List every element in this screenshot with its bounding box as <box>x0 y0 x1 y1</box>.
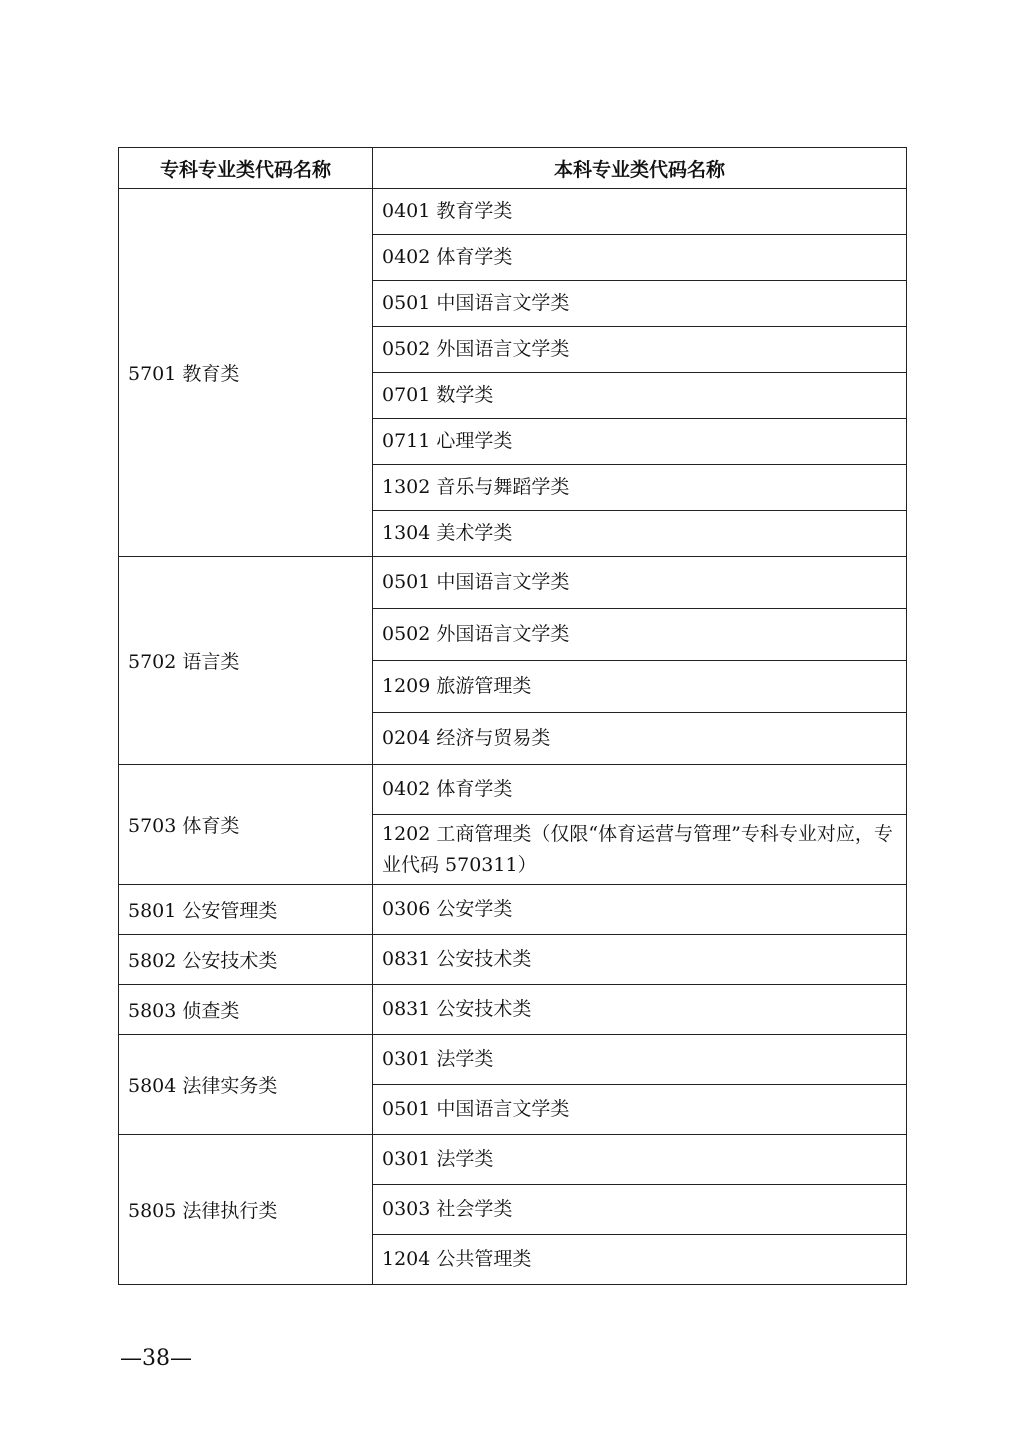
associate-category-cell: 5702 语言类 <box>119 557 373 765</box>
bachelor-major-cell: 0303 社会学类 <box>373 1185 907 1235</box>
associate-category-cell: 5805 法律执行类 <box>119 1135 373 1285</box>
bachelor-major-cell: 1302 音乐与舞蹈学类 <box>373 465 907 511</box>
table-row <box>119 557 907 609</box>
bachelor-major-cell: 0402 体育学类 <box>373 235 907 281</box>
associate-category-cell: 5802 公安技术类 <box>119 935 373 985</box>
bachelor-major-cell: 0501 中国语言文学类 <box>373 281 907 327</box>
table-row <box>119 885 907 935</box>
bachelor-major-cell: 0306 公安学类 <box>373 885 907 935</box>
page-number: —38— <box>120 1346 192 1371</box>
table-row <box>119 985 907 1035</box>
associate-category-cell: 5803 侦查类 <box>119 985 373 1035</box>
major-mapping-table <box>118 147 907 1285</box>
table-row <box>119 935 907 985</box>
bachelor-major-cell: 0502 外国语言文学类 <box>373 609 907 661</box>
bachelor-major-cell: 0502 外国语言文学类 <box>373 327 907 373</box>
bachelor-major-cell: 0701 数学类 <box>373 373 907 419</box>
bachelor-major-cell: 0831 公安技术类 <box>373 985 907 1035</box>
table-row <box>119 1135 907 1185</box>
table-row <box>119 1035 907 1085</box>
bachelor-major-cell: 0831 公安技术类 <box>373 935 907 985</box>
bachelor-major-cell: 0204 经济与贸易类 <box>373 713 907 765</box>
table-header-row <box>119 148 907 189</box>
bachelor-major-cell: 0301 法学类 <box>373 1135 907 1185</box>
header-bachelor-category: 本科专业类代码名称 <box>373 148 907 189</box>
associate-category-cell: 5804 法律实务类 <box>119 1035 373 1135</box>
table-row <box>119 189 907 235</box>
bachelor-major-cell: 1202 工商管理类（仅限“体育运营与管理”专科专业对应，专业代码 570311） <box>373 815 907 885</box>
bachelor-major-cell: 0501 中国语言文学类 <box>373 557 907 609</box>
bachelor-major-cell: 0501 中国语言文学类 <box>373 1085 907 1135</box>
table-row <box>119 765 907 815</box>
bachelor-major-cell: 1204 公共管理类 <box>373 1235 907 1285</box>
associate-category-cell: 5703 体育类 <box>119 765 373 885</box>
header-associate-category: 专科专业类代码名称 <box>119 148 373 189</box>
associate-category-cell: 5801 公安管理类 <box>119 885 373 935</box>
bachelor-major-cell: 0402 体育学类 <box>373 765 907 815</box>
bachelor-major-cell: 1304 美术学类 <box>373 511 907 557</box>
bachelor-major-cell: 0711 心理学类 <box>373 419 907 465</box>
bachelor-major-cell: 0401 教育学类 <box>373 189 907 235</box>
associate-category-cell: 5701 教育类 <box>119 189 373 557</box>
bachelor-major-cell: 1209 旅游管理类 <box>373 661 907 713</box>
bachelor-major-cell: 0301 法学类 <box>373 1035 907 1085</box>
